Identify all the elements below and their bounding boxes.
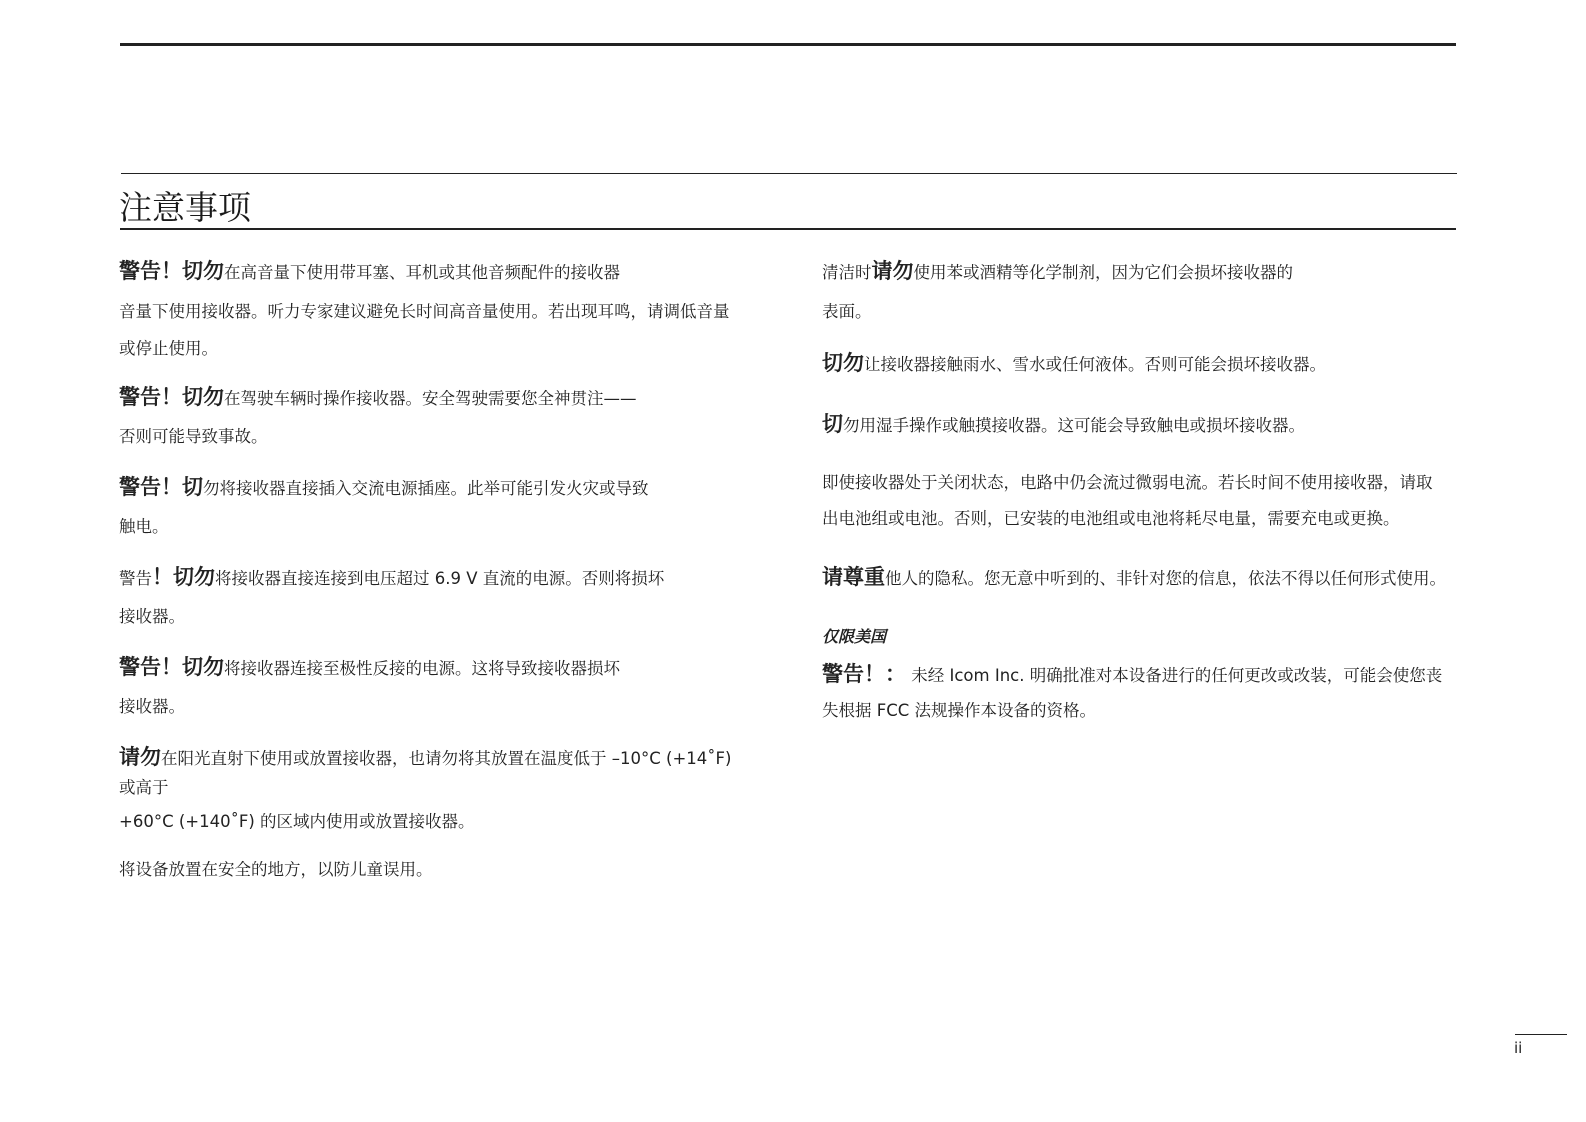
paragraph-line: 将设备放置在安全的地方，以防儿童误用。 bbox=[119, 860, 433, 879]
warning-label: 警告！ bbox=[119, 259, 182, 283]
keyword: 请勿 bbox=[119, 745, 161, 769]
paragraph-text: 他人的隐私。您无意中听到的、非针对您的信息，依法不得以任何形式使用。 bbox=[885, 569, 1446, 588]
warning-label: 警告 bbox=[119, 569, 152, 588]
page-number: ii bbox=[1514, 1039, 1523, 1057]
paragraph-text: 勿用湿手操作或触摸接收器。这可能会导致触电或损坏接收器。 bbox=[843, 416, 1305, 435]
paragraph-line bbox=[822, 413, 1305, 437]
paragraph-text: 使用苯或酒精等化学制剂，因为它们会损坏接收器的 bbox=[913, 263, 1293, 282]
paragraph-line bbox=[119, 260, 620, 284]
keyword: 请勿 bbox=[871, 259, 914, 283]
title-top-rule bbox=[121, 173, 1457, 174]
paragraph-line bbox=[119, 386, 637, 410]
paragraph-line: 否则可能导致事故。 bbox=[119, 427, 268, 446]
paragraph-line bbox=[822, 352, 1326, 376]
title-bottom-rule bbox=[120, 228, 1456, 230]
usa-only-heading: 仅限美国 bbox=[822, 627, 887, 646]
keyword: 切勿 bbox=[182, 259, 224, 283]
paragraph-line: 音量下使用接收器。听力专家建议避免长时间高音量使用。若出现耳鸣，请调低音量 bbox=[119, 302, 730, 321]
paragraph-line: 接收器。 bbox=[119, 607, 185, 626]
paragraph-line bbox=[119, 566, 664, 590]
paragraph-text: 在阳光直射下使用或放置接收器，也请勿将其放置在温度低于 –10°C (+14˚F) bbox=[161, 749, 732, 768]
keyword: 切 bbox=[822, 412, 843, 436]
paragraph-line bbox=[119, 746, 731, 770]
page-title: 注意事项 bbox=[119, 188, 251, 227]
keyword: 切勿 bbox=[182, 655, 224, 679]
keyword: 切勿 bbox=[822, 351, 864, 375]
paragraph-line: 接收器。 bbox=[119, 697, 185, 716]
paragraph-line bbox=[822, 663, 1442, 687]
top-rule bbox=[120, 43, 1456, 46]
paragraph-text: 在驾驶车辆时操作接收器。安全驾驶需要您全神贯注—— bbox=[224, 389, 637, 408]
paragraph-line: 或停止使用。 bbox=[119, 339, 218, 358]
paragraph-text: 在高音量下使用带耳塞、耳机或其他音频配件的接收器 bbox=[224, 263, 620, 282]
warning-label: 警告！ bbox=[119, 385, 182, 409]
paragraph-line bbox=[822, 260, 1293, 284]
keyword: 切 bbox=[182, 475, 203, 499]
paragraph-line bbox=[822, 566, 1446, 590]
paragraph-line: 失根据 FCC 法规操作本设备的资格。 bbox=[822, 701, 1097, 720]
paragraph-line: 表面。 bbox=[822, 302, 872, 321]
paragraph-text: 将接收器连接至极性反接的电源。这将导致接收器损坏 bbox=[224, 659, 620, 678]
paragraph-line: 即使接收器处于关闭状态，电路中仍会流过微弱电流。若长时间不使用接收器，请取 bbox=[822, 473, 1433, 492]
warning-label: 警告！ bbox=[119, 655, 182, 679]
paragraph-text: 未经 Icom Inc. 明确批准对本设备进行的任何更改或改装，可能会使您丧 bbox=[906, 666, 1443, 685]
keyword: 切勿 bbox=[173, 565, 215, 589]
warning-label: 警告！： bbox=[822, 662, 906, 686]
keyword: 请尊重 bbox=[822, 565, 885, 589]
paragraph-text: 让接收器接触雨水、雪水或任何液体。否则可能会损坏接收器。 bbox=[864, 355, 1326, 374]
paragraph-line: 触电。 bbox=[119, 517, 169, 536]
paragraph-text: 将接收器直接连接到电压超过 6.9 V 直流的电源。否则将损坏 bbox=[215, 569, 665, 588]
paragraph-text: 勿将接收器直接插入交流电源插座。此举可能引发火灾或导致 bbox=[203, 479, 649, 498]
paragraph-line: 或高于 bbox=[119, 778, 169, 797]
warning-mark: ！ bbox=[152, 565, 173, 589]
warning-label: 警告！ bbox=[119, 475, 182, 499]
page-number-rule bbox=[1515, 1034, 1567, 1035]
paragraph-text: 清洁时 bbox=[822, 263, 872, 282]
paragraph-line: +60°C (+140˚F) 的区域内使用或放置接收器。 bbox=[119, 812, 475, 831]
keyword: 切勿 bbox=[182, 385, 224, 409]
paragraph-line bbox=[119, 476, 649, 500]
paragraph-line bbox=[119, 656, 620, 680]
paragraph-line: 出电池组或电池。否则，已安装的电池组或电池将耗尽电量，需要充电或更换。 bbox=[822, 509, 1400, 528]
